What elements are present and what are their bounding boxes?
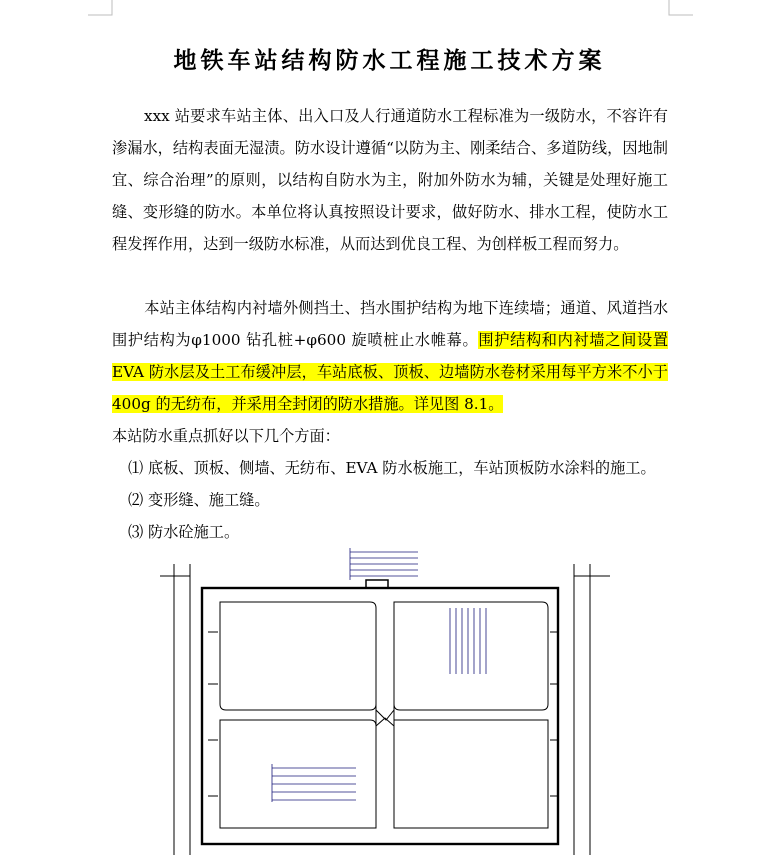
paragraph-2-highlighted-text: 围护结构和内衬墙之间设置 EVA 防水层及土工布缓冲层，车站底板、顶板、边墙防水卷材采用每平方米不小于 400g 的无纺布，并采用全封闭的防水措施。详见图 8.1。 xyxy=(112,331,669,413)
list-item: ⑴ 底板、顶板、侧墙、无纺布、EVA 防水板施工，车站顶板防水涂料的施工。 xyxy=(128,459,656,477)
paragraph-2 xyxy=(112,292,668,420)
paragraph-1-text: xxx 站要求车站主体、出入口及人行通道防水工程标准为一级防水，不容许有渗漏水，结构表面无湿渍。防水设计遵循“以防为主、刚柔结合、多道防线，因地制宜、综合治理”的原则，以结构自防水为主，附加外防水为辅，关键是处理好施工缝、变形缝的防水。本单位将认真按照设计要求，做好防水、排水工程，使防水工程发挥作用，达到一级防水标准，从而达到优良工程、为创样板工程而努力。 xyxy=(112,107,668,253)
paragraph-2-text: 本站主体结构内衬墙外侧挡土、挡水围护结构为地下连续墙；通道、风道挡水围护结构为φ1000 钻孔桩+φ600 旋喷桩止水帷幕。 xyxy=(112,299,668,349)
list-item: ⑵ 变形缝、施工缝。 xyxy=(128,491,270,509)
key-points-list xyxy=(128,452,656,548)
list-item: ⑶ 防水砼施工。 xyxy=(128,523,240,541)
paragraph-1 xyxy=(112,100,668,260)
list-lead: 本站防水重点抓好以下几个方面： xyxy=(112,427,340,445)
page-corner-mark-left xyxy=(88,0,113,16)
page-corner-mark-right xyxy=(668,0,693,16)
document-title: 地铁车站结构防水工程施工技术方案 xyxy=(173,48,606,74)
waterproofing-section-drawing xyxy=(160,544,610,855)
